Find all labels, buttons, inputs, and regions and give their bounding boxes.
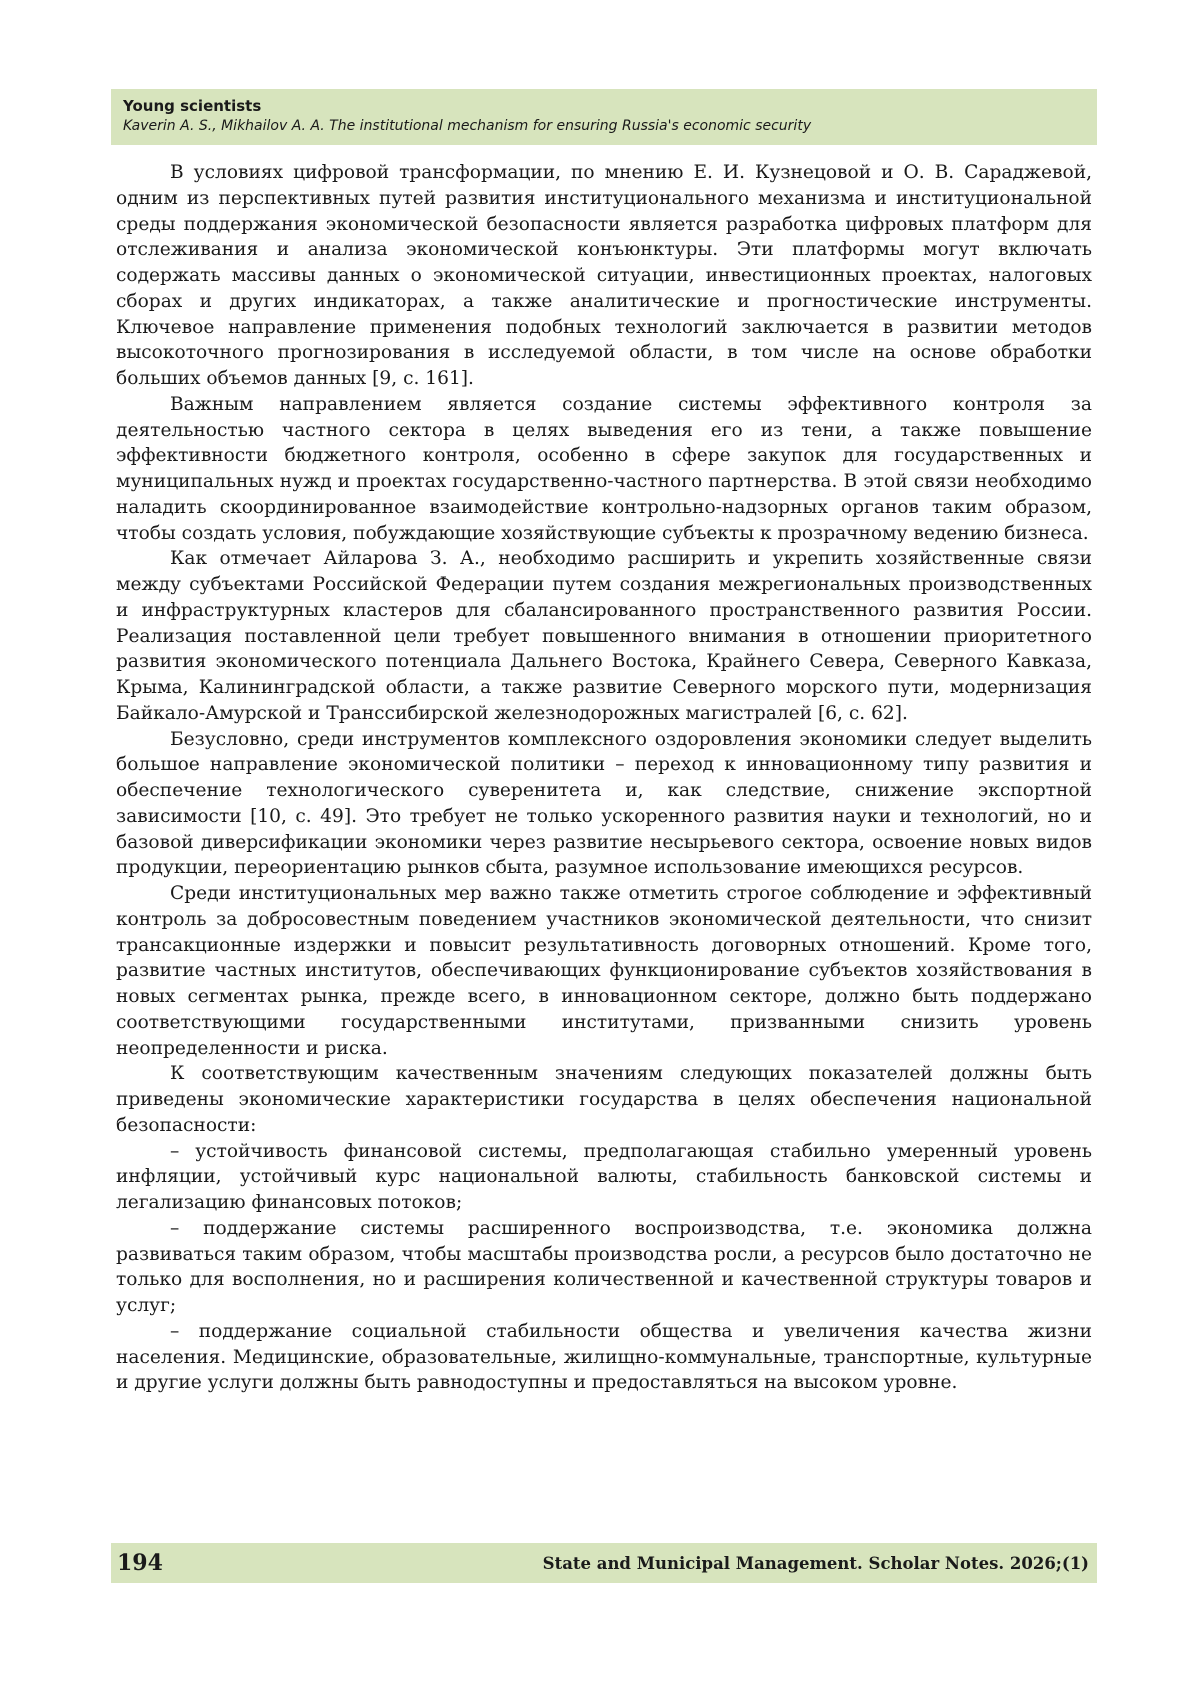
list-item: – устойчивость финансовой системы, предполагающая стабильно умеренный уровень инфляции, устойчивый курс национальной валюты, стабильность банковской системы и легализацию финансовых потоков; [116, 1140, 1092, 1213]
running-footer [111, 1543, 1097, 1583]
body-paragraph: К соответствующим качественным значениям следующих показателей должны быть приведены экономические характеристики государства в целях обеспечения национальной безопасности: [116, 1063, 1092, 1136]
running-header [111, 89, 1097, 145]
body-paragraph: Как отмечает Айларова З. А., необходимо расширить и укрепить хозяйственные связи между субъектами Российской Федерации путем создания межрегиональных производственных и инфраструктурных кластеров для сбалансированного пространственного развития России. Реализация поставленной цели требует повышенного внимания в отношении приоритетного развития экономического потенциала Дальнего Востока, Крайнего Севера, Северного Кавказа, Крыма, Калининградской области, а также развитие Северного морского пути, модернизация Байкало-Амурской и Транссибирской железнодорожных магистралей [6, с. 62]. [116, 548, 1092, 724]
list-item: – поддержание системы расширенного воспроизводства, т.е. экономика должна развиваться таким образом, чтобы масштабы производства росли, а ресурсов было достаточно не только для восполнения, но и расширения количественной и качественной структуры товаров и услуг; [116, 1217, 1092, 1316]
article-body [116, 160, 1092, 1396]
article-authors-title: Kaverin A. S., Mikhailov A. A. The institutional mechanism for ensuring Russia's economic security [123, 118, 812, 134]
list-item: – поддержание социальной стабильности общества и увеличения качества жизни населения. Медицинские, образовательные, жилищно-коммунальные, транспортные, культурные и другие услуги должны быть равнодоступны и предоставляться на высоком уровне. [116, 1320, 1092, 1394]
body-paragraph: Среди институциональных мер важно также отметить строгое соблюдение и эффективный контроль за добросовестным поведением участников экономической деятельности, что снизит трансакционные издержки и повысит результативность договорных отношений. Кроме того, развитие частных институтов, обеспечивающих функционирование субъектов хозяйствования в новых сегментах рынка, прежде всего, в инновационном секторе, должно быть поддержано соответствующими государственными институтами, призванными снизить уровень неопределенности и риска. [116, 883, 1092, 1059]
page-number: 194 [117, 1550, 163, 1576]
body-paragraph: В условиях цифровой трансформации, по мнению Е. И. Кузнецовой и О. В. Сараджевой, одним из перспективных путей развития институционального механизма и институциональной среды поддержания экономической безопасности является разработка цифровых платформ для отслеживания и анализа экономической конъюнктуры. Эти платформы могут включать содержать массивы данных о экономической ситуации, инвестиционных проектах, налоговых сборах и других индикаторах, а также аналитические и прогностические инструменты. Ключевое направление применения подобных технологий заключается в развитии методов высокоточного прогнозирования в исследуемой области, в том числе на основе обработки больших объемов данных [9, с. 161]. [116, 162, 1092, 389]
body-paragraph: Безусловно, среди инструментов комплексного оздоровления экономики следует выделить большое направление экономической политики – переход к инновационному типу развития и обеспечение технологического суверенитета и, как следствие, снижение экспортной зависимости [10, с. 49]. Это требует не только ускоренного развития науки и технологий, но и базовой диверсификации экономики через развитие несырьевого сектора, освоение новых видов продукции, переориентацию рынков сбыта, разумное использование имеющихся ресурсов. [116, 728, 1092, 879]
section-title: Young scientists [123, 97, 262, 115]
journal-citation: State and Municipal Management. Scholar Notes. 2026;(1) [542, 1553, 1089, 1573]
body-paragraph: Важным направлением является создание системы эффективного контроля за деятельностью частного сектора в целях выведения его из тени, а также повышение эффективности бюджетного контроля, особенно в сфере закупок для государственных и муниципальных нужд и проектах государственно-частного партнерства. В этой связи необходимо наладить скоординированное взаимодействие контрольно-надзорных органов таким образом, чтобы создать условия, побуждающие хозяйствующие субъекты к прозрачному ведению бизнеса. [116, 393, 1092, 544]
